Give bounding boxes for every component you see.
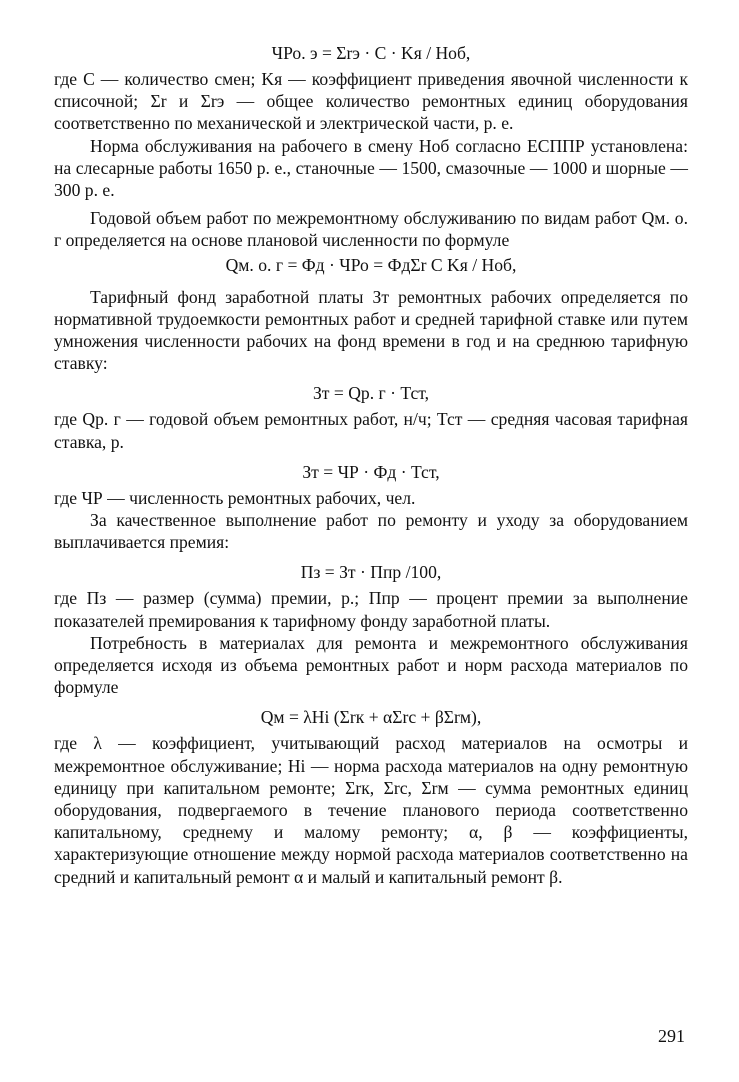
formula-bonus: Пз = Зт · Ппр /100, (300, 562, 442, 583)
paragraph-service-norm: Норма обслуживания на рабочего в смену Hоб согласно ЕСППР установлена: на слесарные работы 1650 р. е., станочные — 1500, смазочные — 1000 и шорные — 300 р. е. (54, 135, 688, 201)
paragraph-tariff-fund: Тарифный фонд заработной платы Зт ремонтных рабочих определяется по нормативной трудоемкости ремонтных работ и средней тарифной ставке или путем умножения численности рабочих на фонд времени в год и на среднюю тарифную ставку: (54, 286, 688, 374)
formula-repair-workers-count: ЧРо. э = Σrэ · C · Kя / Hоб, (271, 43, 471, 63)
formula-tariff-fund-1: Зт = Qр. г · Тст, (312, 383, 430, 404)
formula-materials: Qм = λНi (Σrк + αΣrс + βΣrм), (260, 707, 482, 728)
page-content (54, 40, 688, 888)
formula-tariff-fund-2: Зт = ЧР · Фд · Тст, (302, 461, 440, 482)
paragraph-definitions-2: где Qр. г — годовой объем ремонтных работ, н/ч; Тст — средняя часовая тарифная ставка, р. (54, 409, 688, 452)
page-number: 291 (658, 1026, 685, 1046)
paragraph-materials: Потребность в материалах для ремонта и межремонтного обслуживания определяется исходя из объема ремонтных работ и норм расхода материалов по формуле (54, 632, 688, 698)
paragraph-annual-volume: Годовой объем работ по межремонтному обслуживанию по видам работ Qм. о. г определяется на основе плановой численности по формуле (54, 208, 688, 251)
formula-annual-volume: Qм. о. г = Фд · ЧРо = ФдΣr C Kя / Hоб, (225, 254, 517, 275)
paragraph-definitions-5: где λ — коэффициент, учитывающий расход материалов на осмотры и межремонтное обслуживание; Нi — норма расхода материалов на одну ремонтную единицу при капитальном ремонте; Σrк, Σrс, Σrм — сумма ремонтных единиц оборудования, подвергаемого в течение планового периода соответственно капитальному, среднему и малому ремонту; α, β — коэффициенты, характеризующие отношение между нормой расхода материалов соответственно на средний и капитальный ремонт α и малый и капитальный ремонт β. (54, 733, 688, 887)
paragraph-definitions-4: где Пз — размер (сумма) премии, р.; Ппр — процент премии за выполнение показателей премирования к тарифному фонду заработной платы. (54, 588, 688, 631)
paragraph-definitions-3: где ЧР — численность ремонтных рабочих, чел. (54, 487, 416, 508)
paragraph-definitions-1: где С — количество смен; Kя — коэффициент приведения явочной численности к списочной; Σr и Σrэ — общее количество ремонтных единиц оборудования соответственно по механической и электрической части, р. е. (54, 69, 688, 134)
paragraph-bonus: За качественное выполнение работ по ремонту и уходу за оборудованием выплачивается премия: (54, 510, 688, 553)
